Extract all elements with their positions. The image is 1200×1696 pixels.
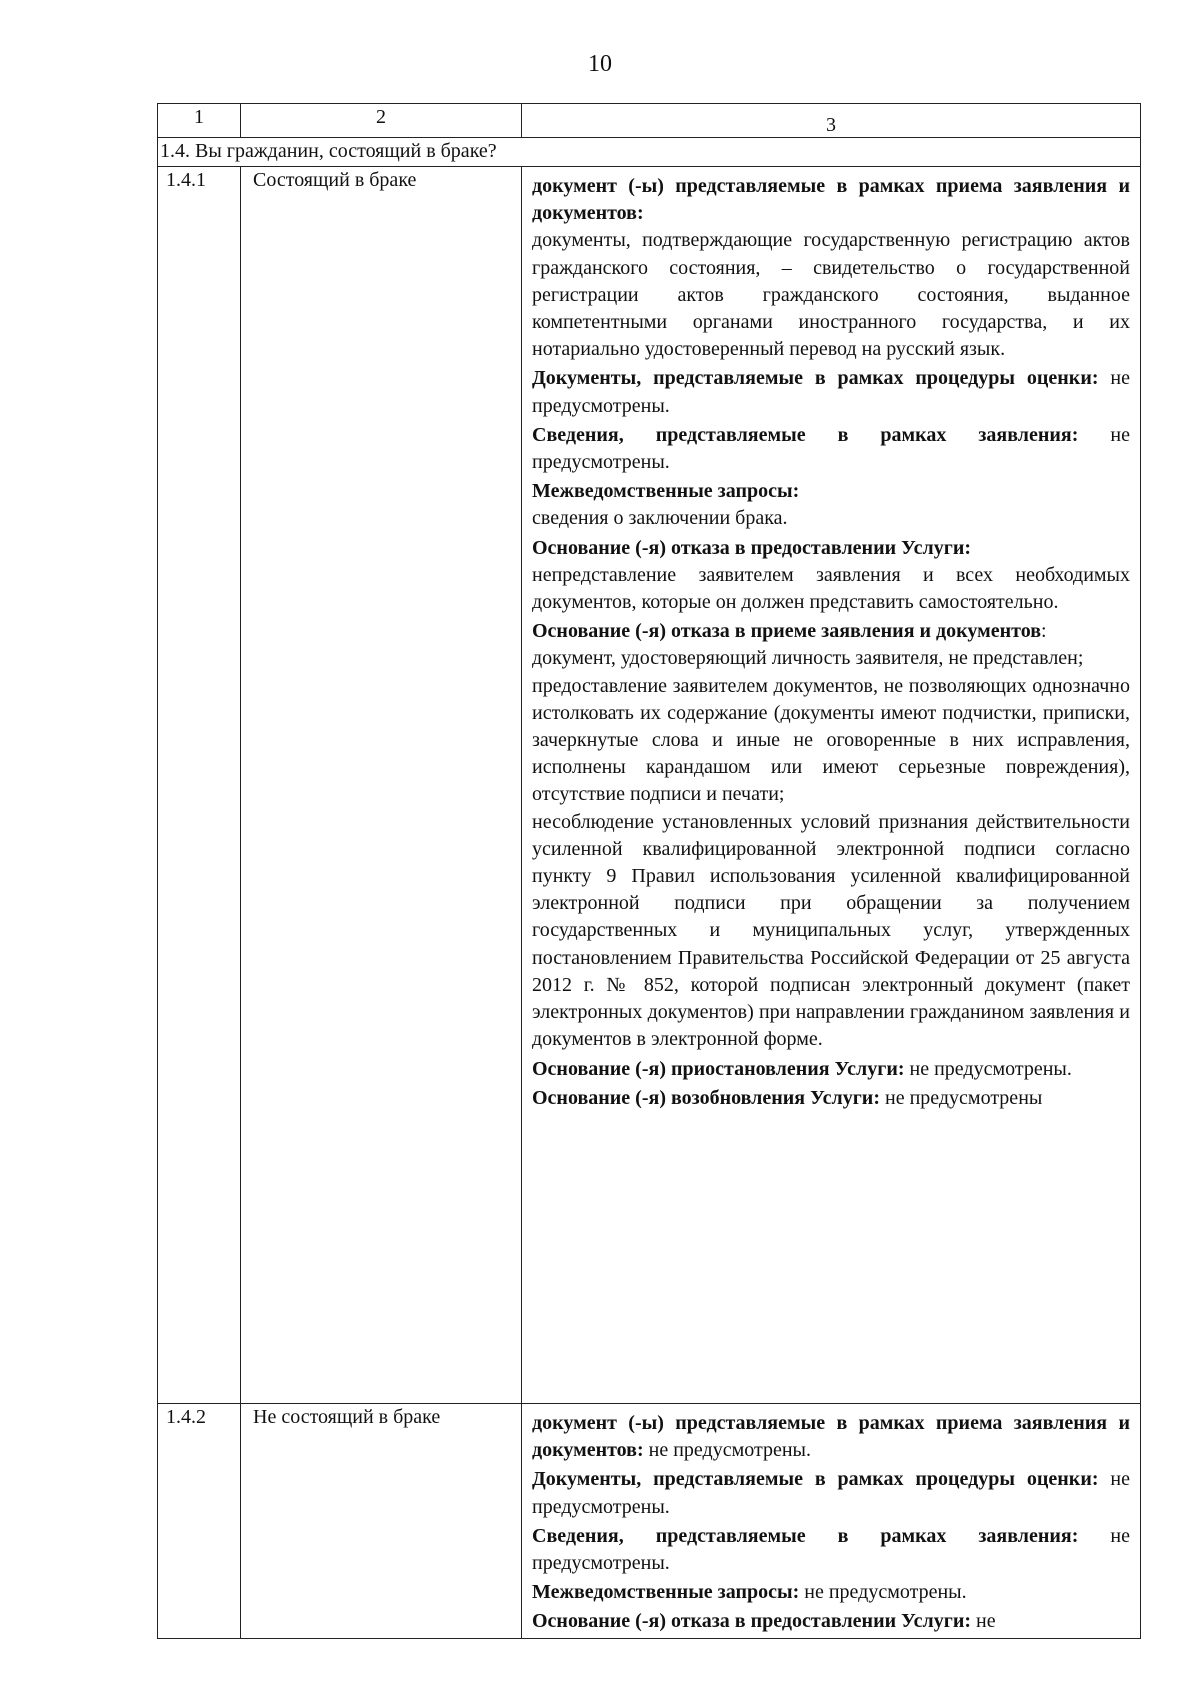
block-heading: Основание (-я) приостановления Услуги: (532, 1057, 905, 1080)
row-number: 1.4.1 (158, 167, 241, 1404)
block-heading: Основание (-я) отказа в предоставлении Услуги: (532, 1610, 972, 1633)
content-block (532, 618, 1130, 1053)
block-text: не предусмотрены. (643, 1439, 811, 1462)
content-block (532, 1579, 1130, 1606)
content-block (532, 478, 1130, 532)
block-text: несоблюдение установленных условий признания действительности усиленной квалифицированной электронной подписи согласно пункту 9 Правил использования усиленной квалифицированной электронной подписи при обращении за получением государственных и муниципальных услуг, утвержденных постановлением Правительства Российской Федерации от 25 августа 2012 г. № 852, которой подписан электронный документ (пакет электронных документов) при направлении гражданином заявления и документов в электронной форме. (532, 810, 1130, 1051)
content-block (532, 535, 1130, 617)
content-block (532, 422, 1130, 476)
row-content (522, 1404, 1141, 1639)
block-colon: : (1041, 620, 1047, 643)
section-row (158, 138, 1141, 167)
content-block (532, 1608, 1130, 1635)
block-heading: документ (-ы) представляемые в рамках приема заявления и документов: (532, 175, 1130, 225)
row-content (522, 167, 1141, 1404)
content-block (532, 1466, 1130, 1520)
block-text: не предусмотрены. (532, 423, 1130, 474)
content-block (532, 1523, 1130, 1577)
table-row (158, 1404, 1141, 1639)
block-heading: Межведомственные запросы: (532, 480, 800, 503)
block-heading: Документы, представляемые в рамках процедуры оценки: (532, 1468, 1099, 1491)
document-table (157, 103, 1141, 1639)
content-block (532, 1085, 1130, 1112)
header-col-1: 1 (158, 104, 241, 138)
table-row (158, 167, 1141, 1404)
row-label: Не состоящий в браке (241, 1404, 522, 1639)
block-text: не предусмотрены (879, 1086, 1043, 1109)
block-text: не предусмотрены. (532, 367, 1130, 417)
block-text: не предусмотрены. (799, 1581, 967, 1604)
block-text: документ, удостоверяющий личность заявителя, не представлен; (532, 647, 1084, 670)
block-text: предоставление заявителем документов, не позволяющих однозначно истолковать их содержание (документы имеют подчистки, приписки, зачеркнутые слова и иные не оговоренные в них исправления, исполнены карандашом или имеют серьезные повреждения), отсутствие подписи и печати; (532, 674, 1130, 806)
content-block (532, 365, 1130, 419)
block-text: непредставление заявителем заявления и всех необходимых документов, которые он должен представить самостоятельно. (532, 563, 1130, 614)
block-heading: Документы, представляемые в рамках процедуры оценки: (532, 367, 1099, 390)
block-heading: Основание (-я) возобновления Услуги: (532, 1086, 880, 1109)
block-heading: Основание (-я) отказа в приеме заявления и документов (532, 620, 1042, 643)
block-text: не предусмотрены. (532, 1468, 1130, 1518)
row-label: Состоящий в браке (241, 167, 522, 1404)
block-heading: Межведомственные запросы: (532, 1581, 800, 1604)
table-header-row (158, 104, 1141, 138)
content-block (532, 1410, 1130, 1464)
block-heading: документ (-ы) представляемые в рамках приема заявления и документов: (532, 1412, 1130, 1462)
block-text: сведения о заключении брака. (532, 507, 788, 530)
row-number: 1.4.2 (158, 1404, 241, 1639)
section-title: 1.4. Вы гражданин, состоящий в браке? (158, 138, 1141, 167)
block-text: не (971, 1610, 996, 1633)
block-text: не предусмотрены. (532, 1524, 1130, 1575)
block-heading: Сведения, представляемые в рамках заявления: (532, 1524, 1079, 1547)
page-number: 10 (588, 51, 612, 77)
block-heading: Сведения, представляемые в рамках заявления: (532, 423, 1079, 446)
block-heading: Основание (-я) отказа в предоставлении Услуги: (532, 536, 972, 559)
header-col-3: 3 (522, 104, 1141, 138)
header-col-2: 2 (241, 104, 522, 138)
content-block (532, 173, 1130, 363)
content-block (532, 1056, 1130, 1083)
block-text: документы, подтверждающие государственную регистрацию актов гражданского состояния, – свидетельство о государственной регистрации актов гражданского состояния, выданное компетентными органами иностранного государства, и их нотариально удостоверенный перевод на русский язык. (532, 229, 1130, 361)
block-text: не предусмотрены. (904, 1057, 1072, 1080)
